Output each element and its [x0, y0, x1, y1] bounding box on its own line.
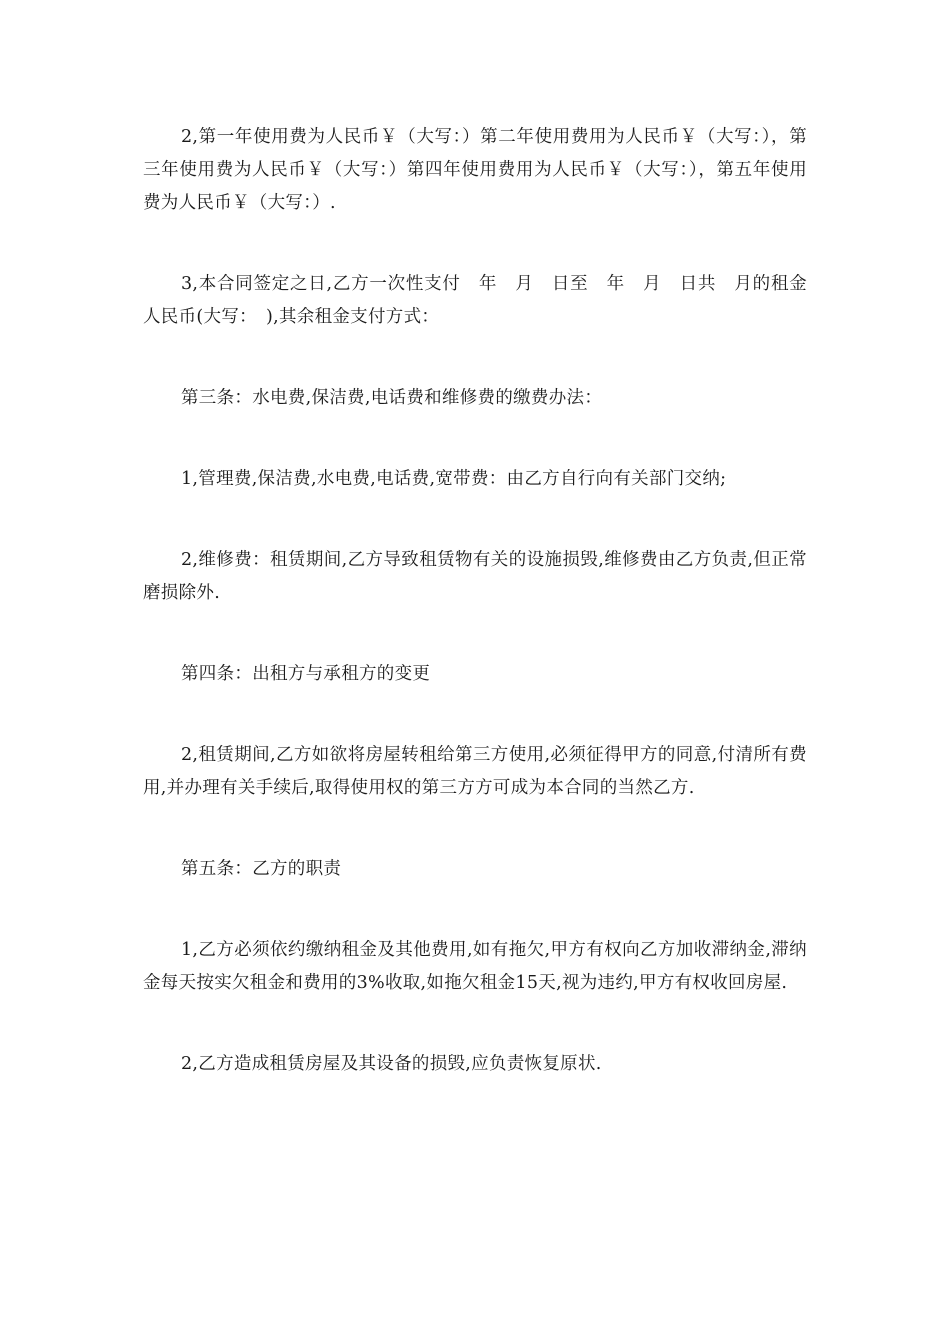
paragraph-late-fees: 1,乙方必须依约缴纳租金及其他费用,如有拖欠,甲方有权向乙方加收滞纳金,滞纳金每天按实欠租金和费用的3%收取,如拖欠租金15天,视为违约,甲方有权收回房屋.: [143, 940, 807, 993]
heading-article-five: 第五条：乙方的职责: [181, 859, 342, 879]
paragraph-usage-fees: 2,第一年使用费为人民币￥（大写：）第二年使用费用为人民币￥（大写：），第三年使用费为人民币￥（大写：）第四年使用费用为人民币￥（大写：），第五年使用费为人民币￥（大写：）.: [143, 127, 807, 213]
paragraph-damage-restoration: 2,乙方造成租赁房屋及其设备的损毁,应负责恢复原状.: [181, 1054, 602, 1074]
paragraph-maintenance-fees: 2,维修费：租赁期间,乙方导致租赁物有关的设施损毁,维修费由乙方负责,但正常磨损除外.: [143, 550, 807, 603]
paragraph-management-fees: 1,管理费,保洁费,水电费,电话费,宽带费：由乙方自行向有关部门交纳;: [181, 469, 727, 489]
heading-article-four: 第四条：出租方与承租方的变更: [181, 664, 431, 684]
paragraph-rent-payment: 3,本合同签定之日,乙方一次性支付 年 月 日至 年 月 日共 月的租金人民币(大写： ),其余租金支付方式：: [143, 274, 807, 327]
heading-article-three: 第三条：水电费,保洁费,电话费和维修费的缴费办法：: [181, 388, 603, 408]
document-body: [143, 121, 807, 1081]
paragraph-sublease: 2,租赁期间,乙方如欲将房屋转租给第三方使用,必须征得甲方的同意,付清所有费用,并办理有关手续后,取得使用权的第三方方可成为本合同的当然乙方.: [143, 745, 807, 798]
